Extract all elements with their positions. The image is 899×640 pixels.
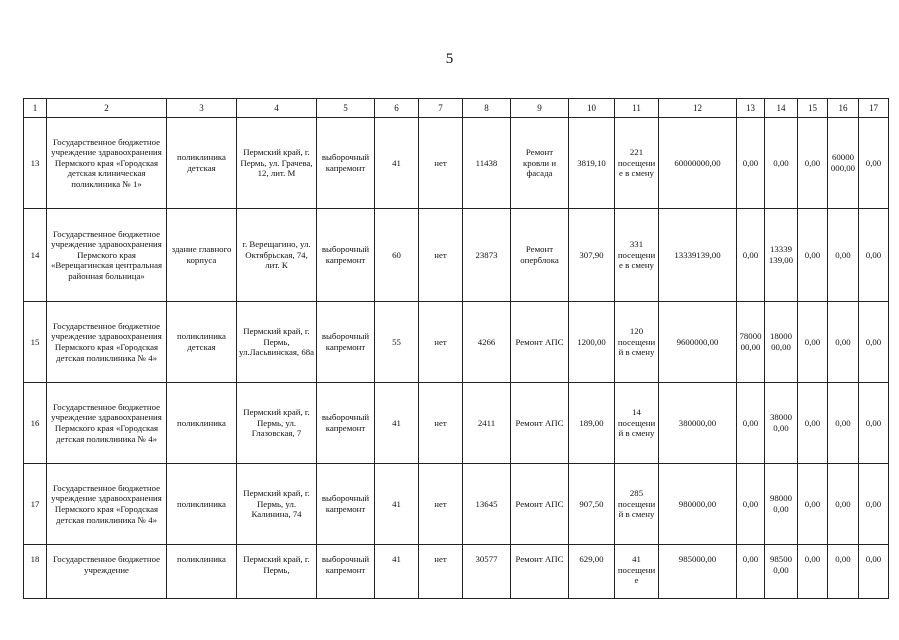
table-cell-col12: 60000000,00	[659, 118, 737, 209]
table-row	[24, 302, 889, 383]
header-cell: 15	[798, 99, 828, 118]
header-cell: 4	[237, 99, 317, 118]
table-cell-col1: 14	[24, 209, 47, 302]
header-cell: 2	[47, 99, 167, 118]
table-cell-col16: 0,00	[828, 383, 859, 464]
table-cell-col3: поликлиника	[167, 464, 237, 545]
table-cell-col14: 13339 139,00	[765, 209, 798, 302]
table-cell-col10: 1200,00	[569, 302, 615, 383]
table-cell-col4: г. Верещагино, ул. Октябрьская, 74, лит. К	[237, 209, 317, 302]
table-cell-col7: нет	[419, 383, 463, 464]
table-cell-col9: Ремонт кровли и фасада	[511, 118, 569, 209]
table-cell-col7: нет	[419, 302, 463, 383]
table-cell-col13: 0,00	[737, 545, 765, 599]
table-cell-col10: 307,90	[569, 209, 615, 302]
table-cell-col13: 78000 00,00	[737, 302, 765, 383]
header-cell: 10	[569, 99, 615, 118]
table-cell-col14: 98000 0,00	[765, 464, 798, 545]
header-cell: 1	[24, 99, 47, 118]
table-cell-col2: Государственное бюджетное учреждение здравоохранения Пермского края «Верещагинская центральная районная больница»	[47, 209, 167, 302]
table-cell-col17: 0,00	[859, 383, 889, 464]
table-cell-col13: 0,00	[737, 383, 765, 464]
table-row	[24, 209, 889, 302]
table-cell-col1: 16	[24, 383, 47, 464]
table-cell-col1: 15	[24, 302, 47, 383]
table-cell-col11: 285 посещений в смену	[615, 464, 659, 545]
table-cell-col5: выборочный капремонт	[317, 118, 375, 209]
table-cell-col10: 189,00	[569, 383, 615, 464]
table-cell-col3: поликлиника	[167, 545, 237, 599]
header-cell: 9	[511, 99, 569, 118]
table-cell-col3: поликлиника детская	[167, 302, 237, 383]
table-cell-col3: поликлиника детская	[167, 118, 237, 209]
table-cell-col10: 3819,10	[569, 118, 615, 209]
table-cell-col1: 13	[24, 118, 47, 209]
header-cell: 6	[375, 99, 419, 118]
table-cell-col16: 0,00	[828, 545, 859, 599]
table-cell-col13: 0,00	[737, 118, 765, 209]
table-cell-col5: выборочный капремонт	[317, 302, 375, 383]
table-cell-col14: 98500 0,00	[765, 545, 798, 599]
table-cell-col6: 41	[375, 464, 419, 545]
page-number: 5	[445, 51, 454, 67]
header-cell: 14	[765, 99, 798, 118]
table-cell-col14: 0,00	[765, 118, 798, 209]
table-cell-col9: Ремонт АПС	[511, 383, 569, 464]
table-cell-col4: Пермский край, г. Пермь, ул. Калинина, 74	[237, 464, 317, 545]
table-cell-col5: выборочный капремонт	[317, 383, 375, 464]
table-cell-col15: 0,00	[798, 302, 828, 383]
table-cell-col11: 331 посещение в смену	[615, 209, 659, 302]
table-cell-col12: 380000,00	[659, 383, 737, 464]
table-cell-col7: нет	[419, 209, 463, 302]
table-cell-col8: 11438	[463, 118, 511, 209]
table-cell-col1: 17	[24, 464, 47, 545]
table-cell-col12: 980000,00	[659, 464, 737, 545]
table-cell-col8: 30577	[463, 545, 511, 599]
table-cell-col12: 13339139,00	[659, 209, 737, 302]
table-cell-col7: нет	[419, 118, 463, 209]
table-cell-col8: 23873	[463, 209, 511, 302]
table-cell-col6: 55	[375, 302, 419, 383]
table-cell-col4: Пермский край, г. Пермь,	[237, 545, 317, 599]
table-cell-col17: 0,00	[859, 118, 889, 209]
table-cell-col11: 14 посещений в смену	[615, 383, 659, 464]
document-table-wrapper	[23, 98, 882, 640]
table-cell-col12: 985000,00	[659, 545, 737, 599]
table-row	[24, 383, 889, 464]
table-cell-col14: 18000 00,00	[765, 302, 798, 383]
table-header-row	[24, 99, 889, 118]
table-cell-col14: 38000 0,00	[765, 383, 798, 464]
table-row	[24, 545, 889, 599]
repair-table	[23, 98, 889, 599]
table-row	[24, 118, 889, 209]
table-cell-col4: Пермский край, г. Пермь, ул.Ласьвинская, 68а	[237, 302, 317, 383]
table-cell-col8: 2411	[463, 383, 511, 464]
table-cell-col16: 60000 000,00	[828, 118, 859, 209]
table-cell-col17: 0,00	[859, 302, 889, 383]
table-cell-col15: 0,00	[798, 118, 828, 209]
table-cell-col2: Государственное бюджетное учреждение	[47, 545, 167, 599]
table-cell-col13: 0,00	[737, 464, 765, 545]
table-cell-col5: выборочный капремонт	[317, 464, 375, 545]
table-cell-col6: 41	[375, 118, 419, 209]
header-cell: 11	[615, 99, 659, 118]
table-cell-col11: 120 посещений в смену	[615, 302, 659, 383]
header-cell: 8	[463, 99, 511, 118]
table-cell-col3: здание главного корпуса	[167, 209, 237, 302]
header-cell: 17	[859, 99, 889, 118]
table-cell-col15: 0,00	[798, 545, 828, 599]
table-cell-col17: 0,00	[859, 464, 889, 545]
table-cell-col5: выборочный капремонт	[317, 209, 375, 302]
table-cell-col2: Государственное бюджетное учреждение здравоохранения Пермского края «Городская детская клиническая поликлиника № 1»	[47, 118, 167, 209]
table-cell-col5: выборочный капремонт	[317, 545, 375, 599]
table-cell-col12: 9600000,00	[659, 302, 737, 383]
table-cell-col17: 0,00	[859, 545, 889, 599]
table-row	[24, 464, 889, 545]
header-cell: 5	[317, 99, 375, 118]
table-cell-col16: 0,00	[828, 209, 859, 302]
table-cell-col2: Государственное бюджетное учреждение здравоохранения Пермского края «Городская детская поликлиника № 4»	[47, 383, 167, 464]
table-cell-col2: Государственное бюджетное учреждение здравоохранения Пермского края «Городская детская поликлиника № 4»	[47, 302, 167, 383]
table-cell-col7: нет	[419, 545, 463, 599]
table-cell-col16: 0,00	[828, 464, 859, 545]
table-cell-col2: Государственное бюджетное учреждение здравоохранения Пермского края «Городская детская поликлиника № 4»	[47, 464, 167, 545]
table-cell-col11: 221 посещение в смену	[615, 118, 659, 209]
header-cell: 12	[659, 99, 737, 118]
table-cell-col11: 41 посещение	[615, 545, 659, 599]
table-cell-col16: 0,00	[828, 302, 859, 383]
table-cell-col6: 60	[375, 209, 419, 302]
table-cell-col6: 41	[375, 383, 419, 464]
header-cell: 16	[828, 99, 859, 118]
table-cell-col9: Ремонт АПС	[511, 302, 569, 383]
table-cell-col15: 0,00	[798, 464, 828, 545]
table-cell-col6: 41	[375, 545, 419, 599]
table-cell-col7: нет	[419, 464, 463, 545]
table-cell-col9: Ремонт оперблока	[511, 209, 569, 302]
table-cell-col8: 13645	[463, 464, 511, 545]
table-cell-col10: 907,50	[569, 464, 615, 545]
table-cell-col10: 629,00	[569, 545, 615, 599]
header-cell: 3	[167, 99, 237, 118]
table-cell-col17: 0,00	[859, 209, 889, 302]
table-cell-col15: 0,00	[798, 209, 828, 302]
table-cell-col4: Пермский край, г. Пермь, ул. Грачева, 12, лит. М	[237, 118, 317, 209]
table-cell-col1: 18	[24, 545, 47, 599]
table-cell-col4: Пермский край, г. Пермь, ул. Глазовская, 7	[237, 383, 317, 464]
header-cell: 13	[737, 99, 765, 118]
header-cell: 7	[419, 99, 463, 118]
table-cell-col3: поликлиника	[167, 383, 237, 464]
table-cell-col15: 0,00	[798, 383, 828, 464]
table-cell-col13: 0,00	[737, 209, 765, 302]
table-cell-col8: 4266	[463, 302, 511, 383]
table-cell-col9: Ремонт АПС	[511, 464, 569, 545]
table-cell-col9: Ремонт АПС	[511, 545, 569, 599]
